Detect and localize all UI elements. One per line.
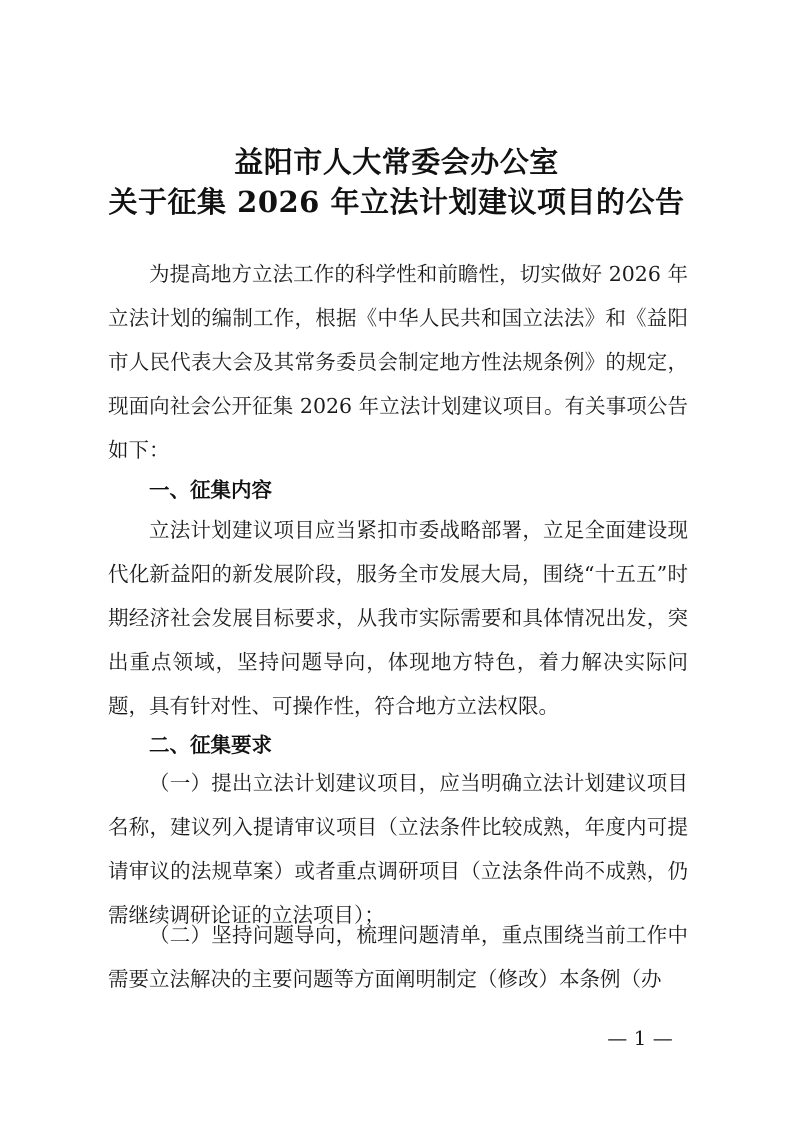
- section-content-paragraph: 立法计划建议项目应当紧扣市委战略部署，立足全面建设现代化新益阳的新发展阶段，服务全市发展大局，围绕“十五五”时期经济社会发展目标要求，从我市实际需要和具体情况出发，突出重点领域，坚持问题导向，体现地方特色，着力解决实际问题，具有针对性、可操作性，符合地方立法权限。: [108, 518, 688, 718]
- page-number: — 1 —: [607, 1026, 673, 1050]
- title-line-1: 益阳市人大常委会办公室: [234, 145, 559, 179]
- requirement-item-1: （一）提出立法计划建议项目，应当明确立法计划建议项目名称，建议列入提请审议项目（立法条件比较成熟，年度内可提请审议的法规草案）或者重点调研项目（立法条件尚不成熟，仍需继续调研论证的立法项目）；: [108, 771, 688, 927]
- section-heading-content: 一、征集内容: [149, 478, 272, 502]
- section-heading-requirements: 二、征集要求: [149, 733, 272, 757]
- title-line-2: 关于征集 2026 年立法计划建议项目的公告: [108, 185, 685, 219]
- requirement-item-2: （二）坚持问题导向，梳理问题清单，重点围绕当前工作中需要立法解决的主要问题等方面阐明制定（修改）本条例（办: [108, 923, 688, 991]
- intro-paragraph: 为提高地方立法工作的科学性和前瞻性，切实做好 2026 年立法计划的编制工作，根据《中华人民共和国立法法》和《益阳市人民代表大会及其常务委员会制定地方性法规条例》的规定，现面向社会公开征集 2026 年立法计划建议项目。有关事项公告如下：: [108, 262, 688, 462]
